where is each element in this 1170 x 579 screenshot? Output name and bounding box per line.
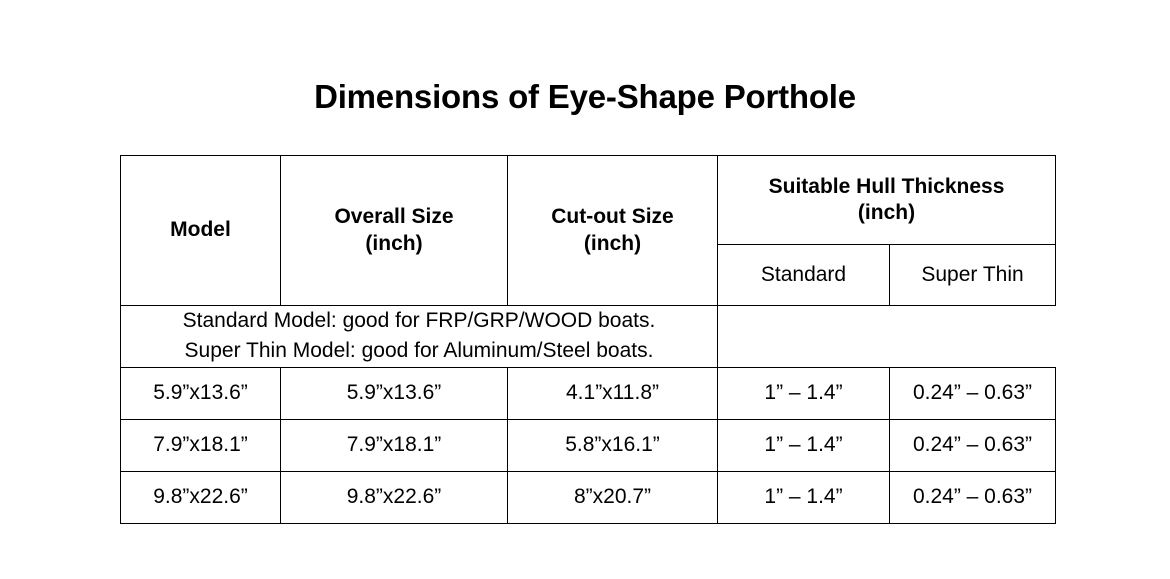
header-unit-cutout-size: (inch) [583, 231, 642, 255]
table-row [121, 471, 1056, 523]
table-notes-row [121, 306, 1056, 368]
cell-overall-size: 7.9”x18.1” [281, 419, 508, 471]
notes-cell [121, 306, 718, 368]
dimensions-table-container [120, 155, 1055, 524]
cell-cutout-size: 5.8”x16.1” [508, 419, 718, 471]
header-unit-overall-size: (inch) [365, 231, 423, 255]
cell-hull-standard: 1” – 1.4” [718, 367, 890, 419]
header-cell-model [121, 156, 281, 306]
note-standard-model: Standard Model: good for FRP/GRP/WOOD boats. [182, 309, 656, 332]
cell-overall-size: 5.9”x13.6” [281, 367, 508, 419]
subheader-label-standard: Standard [760, 263, 847, 286]
subheader-label-super-thin: Super Thin [921, 263, 1024, 286]
cell-hull-super-thin: 0.24” – 0.63” [890, 471, 1056, 523]
table-row [121, 419, 1056, 471]
subheader-cell-standard [718, 245, 890, 306]
cell-hull-standard: 1” – 1.4” [718, 419, 890, 471]
cell-cutout-size: 4.1”x11.8” [508, 367, 718, 419]
cell-model: 9.8”x22.6” [121, 471, 281, 523]
cell-overall-size: 9.8”x22.6” [281, 471, 508, 523]
page-title: Dimensions of Eye-Shape Porthole [314, 78, 856, 115]
cell-hull-super-thin: 0.24” – 0.63” [890, 367, 1056, 419]
table-row [121, 367, 1056, 419]
header-label-model: Model [170, 218, 231, 242]
dimensions-table [120, 155, 1056, 524]
header-unit-hull-thickness: (inch) [857, 201, 916, 224]
cell-hull-super-thin: 0.24” – 0.63” [890, 419, 1056, 471]
cell-cutout-size: 8”x20.7” [508, 471, 718, 523]
header-label-overall-size: Overall Size [334, 205, 454, 229]
header-cell-cutout-size [508, 156, 718, 306]
header-label-hull-thickness: Suitable Hull Thickness [768, 174, 1005, 198]
cell-model: 5.9”x13.6” [121, 367, 281, 419]
table-header-row [121, 156, 1056, 245]
cell-hull-standard: 1” – 1.4” [718, 471, 890, 523]
header-label-cutout-size: Cut-out Size [551, 205, 674, 229]
subheader-cell-super-thin [890, 245, 1056, 306]
cell-model: 7.9”x18.1” [121, 419, 281, 471]
header-cell-hull-thickness [718, 156, 1056, 245]
note-super-thin-model: Super Thin Model: good for Aluminum/Steel boats. [184, 339, 654, 363]
header-cell-overall-size [281, 156, 508, 306]
